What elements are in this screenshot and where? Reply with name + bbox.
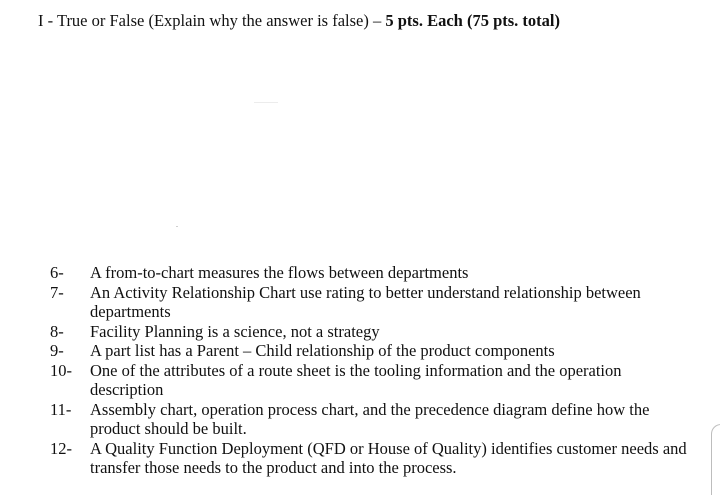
question-number: 11- (50, 399, 72, 419)
page-edge (711, 424, 720, 495)
question-item-6 (50, 263, 690, 283)
question-item-12 (50, 439, 690, 478)
question-text: Assembly chart, operation process chart, and the precedence diagram define how the product should be built. (90, 399, 650, 438)
question-number: 12- (50, 438, 72, 458)
question-item-7 (50, 283, 690, 322)
question-number: 6- (50, 263, 64, 282)
question-text: One of the attributes of a route sheet is the tooling information and the operation description (90, 360, 622, 399)
question-number: 8- (50, 321, 64, 341)
question-number: 9- (50, 341, 64, 360)
section-heading (38, 11, 560, 31)
question-item-10 (50, 361, 690, 400)
scan-speck (176, 226, 178, 227)
question-number: 10- (50, 360, 72, 380)
question-text: An Activity Relationship Chart use rating to better understand relationship between departments (90, 282, 641, 321)
question-text: A part list has a Parent – Child relationship of the product components (90, 341, 555, 360)
question-list (50, 263, 690, 478)
question-text: Facility Planning is a science, not a strategy (90, 321, 380, 341)
section-heading-points: 5 pts. Each (75 pts. total) (385, 11, 560, 30)
question-text: A from-to-chart measures the flows between departments (90, 263, 469, 282)
section-heading-text: I - True or False (Explain why the answer is false) – (38, 11, 386, 30)
question-item-9 (50, 341, 690, 361)
question-item-8 (50, 322, 690, 342)
scan-speck (254, 102, 278, 103)
question-number: 7- (50, 282, 64, 302)
question-text: A Quality Function Deployment (QFD or House of Quality) identifies customer needs and transfer those needs to the product and into the process. (90, 438, 687, 477)
question-item-11 (50, 400, 690, 439)
